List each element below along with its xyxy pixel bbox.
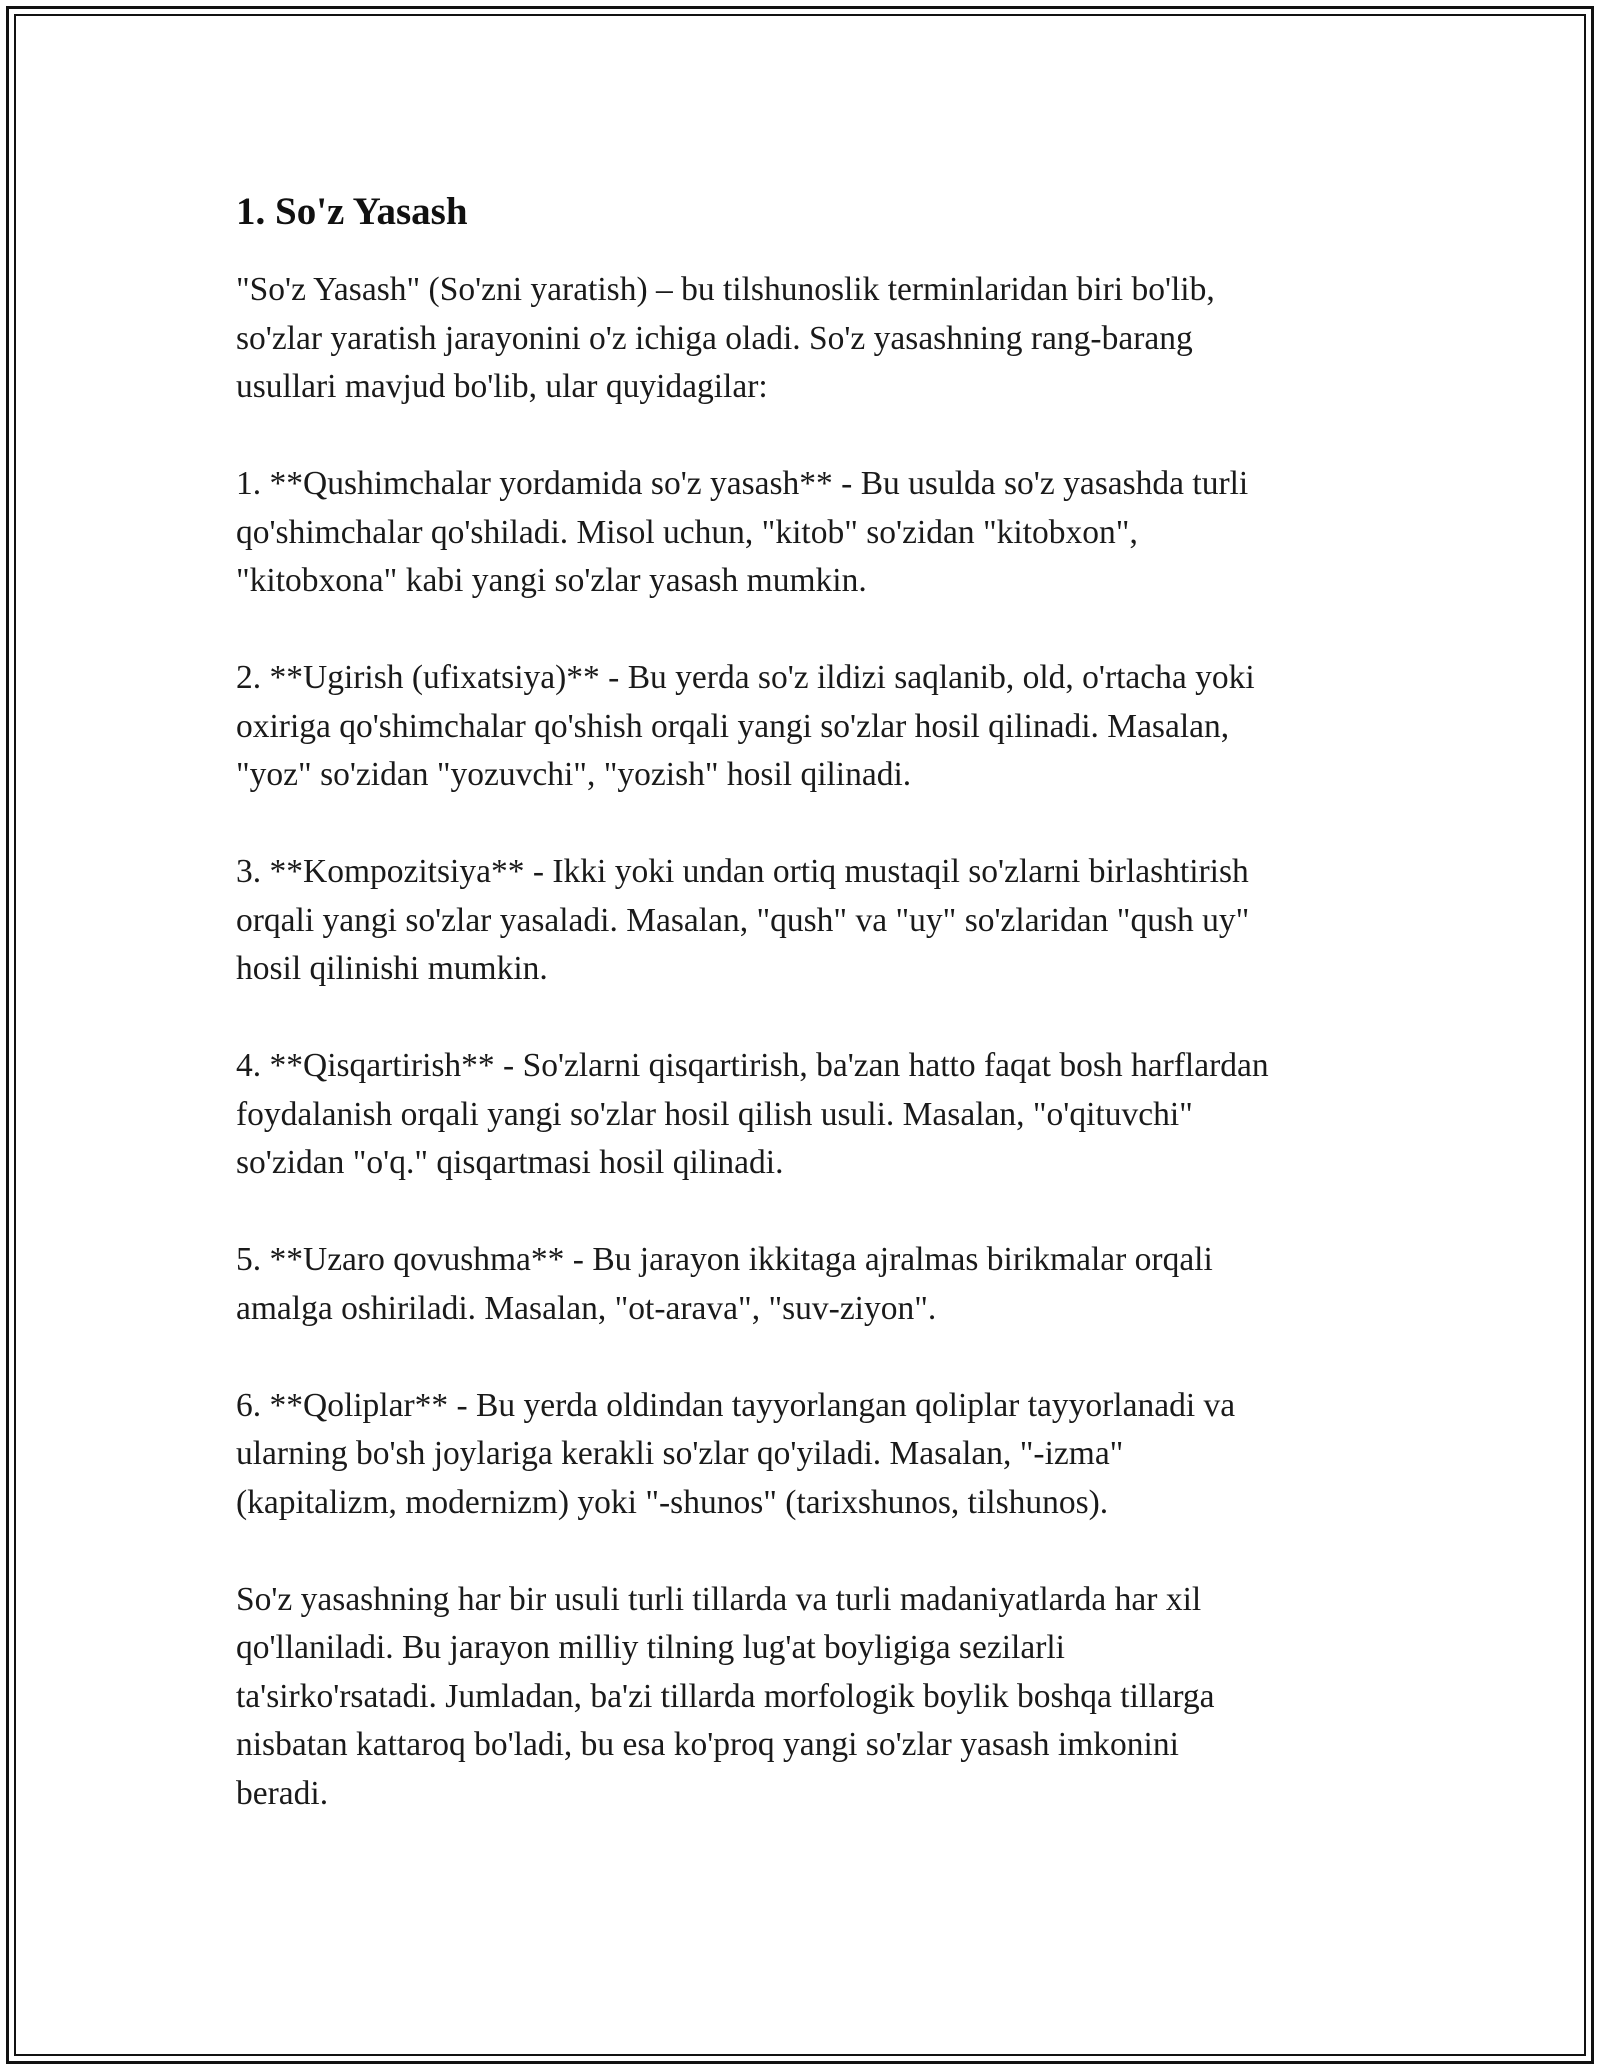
text-line: amalga oshiriladi. Masalan, "ot-arava", "suv-ziyon". bbox=[236, 1289, 937, 1327]
text-line: beradi. bbox=[236, 1774, 329, 1812]
intro-paragraph bbox=[236, 266, 1376, 412]
method-paragraph-2 bbox=[236, 654, 1376, 800]
text-line: 2. **Ugirish (ufixatsiya)** - Bu yerda so'z ildizi saqlanib, old, o'rtacha yoki bbox=[236, 659, 1255, 696]
method-paragraph-1 bbox=[236, 460, 1376, 606]
method-paragraph-4 bbox=[236, 1042, 1376, 1188]
text-line: "kitobxona" kabi yangi so'zlar yasash mumkin. bbox=[236, 562, 867, 599]
text-line: "So'z Yasash" (So'zni yaratish) – bu tilshunoslik terminlaridan biri bo'lib, bbox=[236, 271, 1215, 308]
text-line: so'zlar yaratish jarayonini o'z ichiga oladi. So'z yasashning rang-barang bbox=[236, 319, 1193, 357]
text-line: ta'sirko'rsatadi. Jumladan, ba'zi tillarda morfologik boylik boshqa tillarga bbox=[236, 1677, 1215, 1715]
text-line: nisbatan kattaroq bo'ladi, bu esa ko'proq yangi so'zlar yasash imkonini bbox=[236, 1726, 1179, 1763]
text-line: ularning bo'sh joylariga kerakli so'zlar qo'yiladi. Masalan, "-izma" bbox=[236, 1435, 1124, 1472]
text-line: 6. **Qoliplar** - Bu yerda oldindan tayyorlangan qoliplar tayyorlanadi va bbox=[236, 1386, 1236, 1424]
conclusion-paragraph bbox=[236, 1576, 1376, 1819]
text-line: so'zidan "o'q." qisqartmasi hosil qilinadi. bbox=[236, 1144, 784, 1181]
method-paragraph-6 bbox=[236, 1382, 1376, 1528]
document-title: 1. So'z Yasash bbox=[236, 190, 468, 233]
text-line: oxiriga qo'shimchalar qo'shish orqali yangi so'zlar hosil qilinadi. Masalan, bbox=[236, 707, 1230, 745]
document-body bbox=[236, 188, 1376, 1867]
method-paragraph-3 bbox=[236, 848, 1376, 994]
text-line: foydalanish orqali yangi so'zlar hosil qilish usuli. Masalan, "o'qituvchi" bbox=[236, 1095, 1193, 1133]
text-line: usullari mavjud bo'lib, ular quyidagilar: bbox=[236, 368, 768, 405]
text-line: 3. **Kompozitsiya** - Ikki yoki undan ortiq mustaqil so'zlarni birlashtirish bbox=[236, 853, 1249, 890]
text-line: 4. **Qisqartirish** - So'zlarni qisqartirish, ba'zan hatto faqat bosh harflardan bbox=[236, 1047, 1269, 1084]
text-line: hosil qilinishi mumkin. bbox=[236, 950, 548, 987]
text-line: So'z yasashning har bir usuli turli tillarda va turli madaniyatlarda har xil bbox=[236, 1580, 1202, 1618]
text-line: qo'llaniladi. Bu jarayon milliy tilning lug'at boyligiga sezilarli bbox=[236, 1629, 1065, 1666]
text-line: orqali yangi so'zlar yasaladi. Masalan, "qush" va "uy" so'zlaridan "qush uy" bbox=[236, 901, 1250, 939]
text-line: qo'shimchalar qo'shiladi. Misol uchun, "kitob" so'zidan "kitobxon", bbox=[236, 513, 1138, 551]
text-line: "yoz" so'zidan "yozuvchi", "yozish" hosil qilinadi. bbox=[236, 756, 912, 793]
text-line: 5. **Uzaro qovushma** - Bu jarayon ikkitaga ajralmas birikmalar orqali bbox=[236, 1241, 1213, 1278]
text-line: (kapitalizm, modernizm) yoki "-shunos" (tarixshunos, tilshunos). bbox=[236, 1483, 1109, 1521]
text-line: 1. **Qushimchalar yordamida so'z yasash** - Bu usulda so'z yasashda turli bbox=[236, 465, 1249, 502]
method-paragraph-5 bbox=[236, 1236, 1376, 1333]
